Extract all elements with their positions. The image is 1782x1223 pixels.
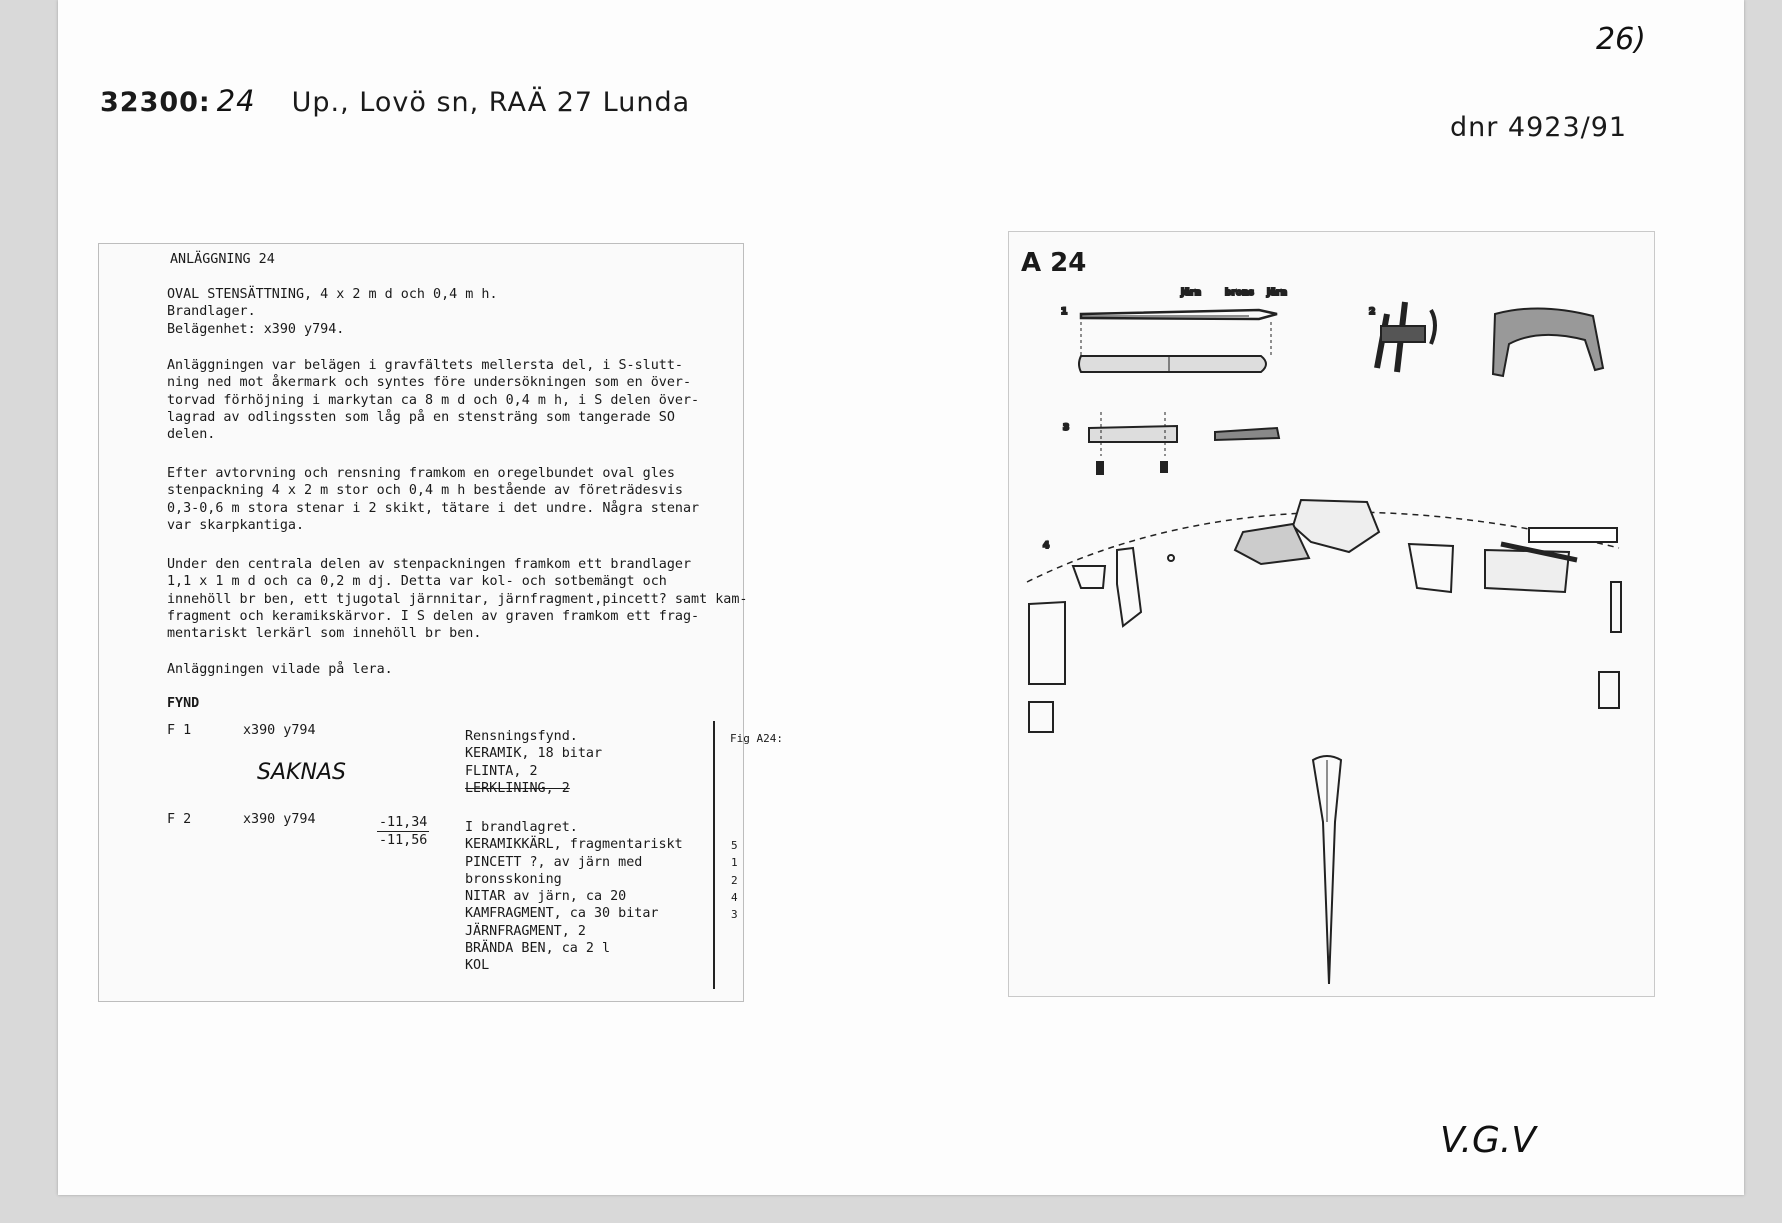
iron-fragment-b [1215,428,1279,440]
depth-range [377,814,429,850]
paragraph-clay: Anläggningen vilade på lera. [167,662,393,677]
find-item: KERAMIKKÄRL, fragmentariskt [465,837,683,853]
find-id: F 1 [167,723,192,738]
find-item: KERAMIK, 18 bitar [465,746,603,762]
find-item: PINCETT ?, av järn med [465,854,643,870]
figure-number: 3 [1063,423,1070,433]
find-item: Rensningsfynd. [465,729,578,744]
paragraph-line: mentariskt lerkärl som innehöll br ben. [167,626,482,642]
fig-ref: 1 [731,856,738,870]
fig-ref: 4 [731,890,738,904]
paragraph-line: Under den centrala delen av stenpackningen framkom ett brandlager [167,557,692,572]
fig-ref: 3 [731,908,738,922]
find-item: JÄRNFRAGMENT, 2 [465,923,586,939]
find-coords: x390 y794 [243,812,316,827]
summary-line: OVAL STENSÄTTNING, 4 x 2 m d och 0,4 m h. [167,287,498,302]
paragraph-line: Efter avtorvning och rensning framkom en oregelbundet oval gles [167,466,675,481]
comb-piece [1073,566,1105,588]
signature: V.G.V [1440,1120,1536,1161]
summary-line: Brandlager. [167,304,256,320]
rivet-hole [1168,555,1174,561]
comb-piece [1293,500,1379,552]
figure-number: 4 [1043,541,1050,551]
header-title [100,84,690,118]
site-location: Up., Lovö sn, RAÄ 27 Lunda [291,87,691,118]
figure-number: 1 [1061,307,1068,317]
fig-refs [731,837,751,923]
comb-end-piece [1029,602,1065,684]
paragraph-line: lagrad av odlingssten som låg på en stensträng som tangerade SO [167,409,675,425]
rivet-curved [1493,308,1603,376]
paragraph-line: stenpackning 4 x 2 m stor och 0,4 m h bestående av företrädesvis [167,483,683,499]
find-coords: x390 y794 [243,723,316,738]
find-item: BRÄNDA BEN, ca 2 l [465,941,611,957]
saknas-note: SAKNAS [257,760,346,785]
artifact-drawings [1009,232,1654,996]
tweezers-front [1079,356,1266,372]
tweezers-side [1081,310,1277,319]
iron-section-b [1161,462,1167,472]
comb-piece [1117,548,1141,626]
paragraph-fire-layer [167,556,747,642]
rivet-shaft [1381,326,1425,342]
rivet-cap [1431,310,1435,344]
iron-fragment-a [1089,426,1177,442]
summary-line: Belägenhet: x390 y794. [167,321,345,337]
find-id: F 2 [167,812,192,827]
fig-ref: 2 [731,873,738,887]
paragraph-line: var skarpkantiga. [167,517,305,533]
comb-end-piece [1029,702,1053,732]
figure-number: 2 [1369,307,1376,317]
find-item: NITAR av järn, ca 20 [465,889,627,905]
material-label: järn [1181,288,1202,298]
paragraph-location [167,357,747,443]
report-sheet [98,243,783,1002]
catalog-number: 32300: [100,87,211,118]
comb-teeth-strip [1529,528,1617,542]
material-label: brons [1225,288,1254,298]
paragraph-line: fragment och keramikskärvor. I S delen av graven framkom ett frag- [167,608,700,624]
figure-label: A 24 [1021,248,1087,278]
column-divider [713,721,715,989]
find-item: KOL [465,958,490,974]
sheet-heading: ANLÄGGNING 24 [170,252,275,267]
fynd-heading: FYND [167,696,200,711]
fig-ref: 5 [731,839,738,852]
paragraph-line: Anläggningen var belägen i gravfältets mellersta del, i S-slutt- [167,358,683,373]
comb-end-piece [1611,582,1621,632]
comb-end-piece [1599,672,1619,708]
struck-find-item: LERKLINING, 2 [465,780,570,796]
paragraph-line: 1,1 x 1 m d och ca 0,2 m dj. Detta var kol- och sotbemängt och [167,574,667,590]
paragraph-line: torvad förhöjning i markytan ca 8 m d och 0,4 m h, i S delen över- [167,392,700,408]
depth-bottom: -11,56 [379,833,428,849]
paragraph-line: ning ned mot åkermark och syntes före undersökningen som en över- [167,375,692,391]
depth-top: -11,34 [377,814,429,832]
handwritten-number: 24 [216,84,256,118]
figure-panel [1008,231,1655,997]
iron-section-a [1097,462,1103,474]
paragraph-stones [167,465,747,534]
paragraph-line: innehöll br ben, ett tjugotal järnnitar, järnfragment,pincett? samt kam- [167,591,748,607]
find-item: FLINTA, 2 [465,763,538,779]
page-number: 26) [1596,22,1646,57]
paragraph-line: delen. [167,427,216,443]
paragraph-line: 0,3-0,6 m stora stenar i 2 skikt, tätare i det undre. Några stenar [167,500,700,516]
find-item: bronsskoning [465,871,562,887]
fig-column-header: Fig A24: [730,732,783,745]
material-label: järn [1267,288,1288,298]
dnr-number: dnr 4923/91 [1450,112,1628,143]
find-item: I brandlagret. [465,820,578,835]
find-item: KAMFRAGMENT, ca 30 bitar [465,906,659,922]
find-items [465,819,705,975]
find-items [465,728,705,797]
summary-block [167,286,747,338]
comb-piece [1409,544,1453,592]
